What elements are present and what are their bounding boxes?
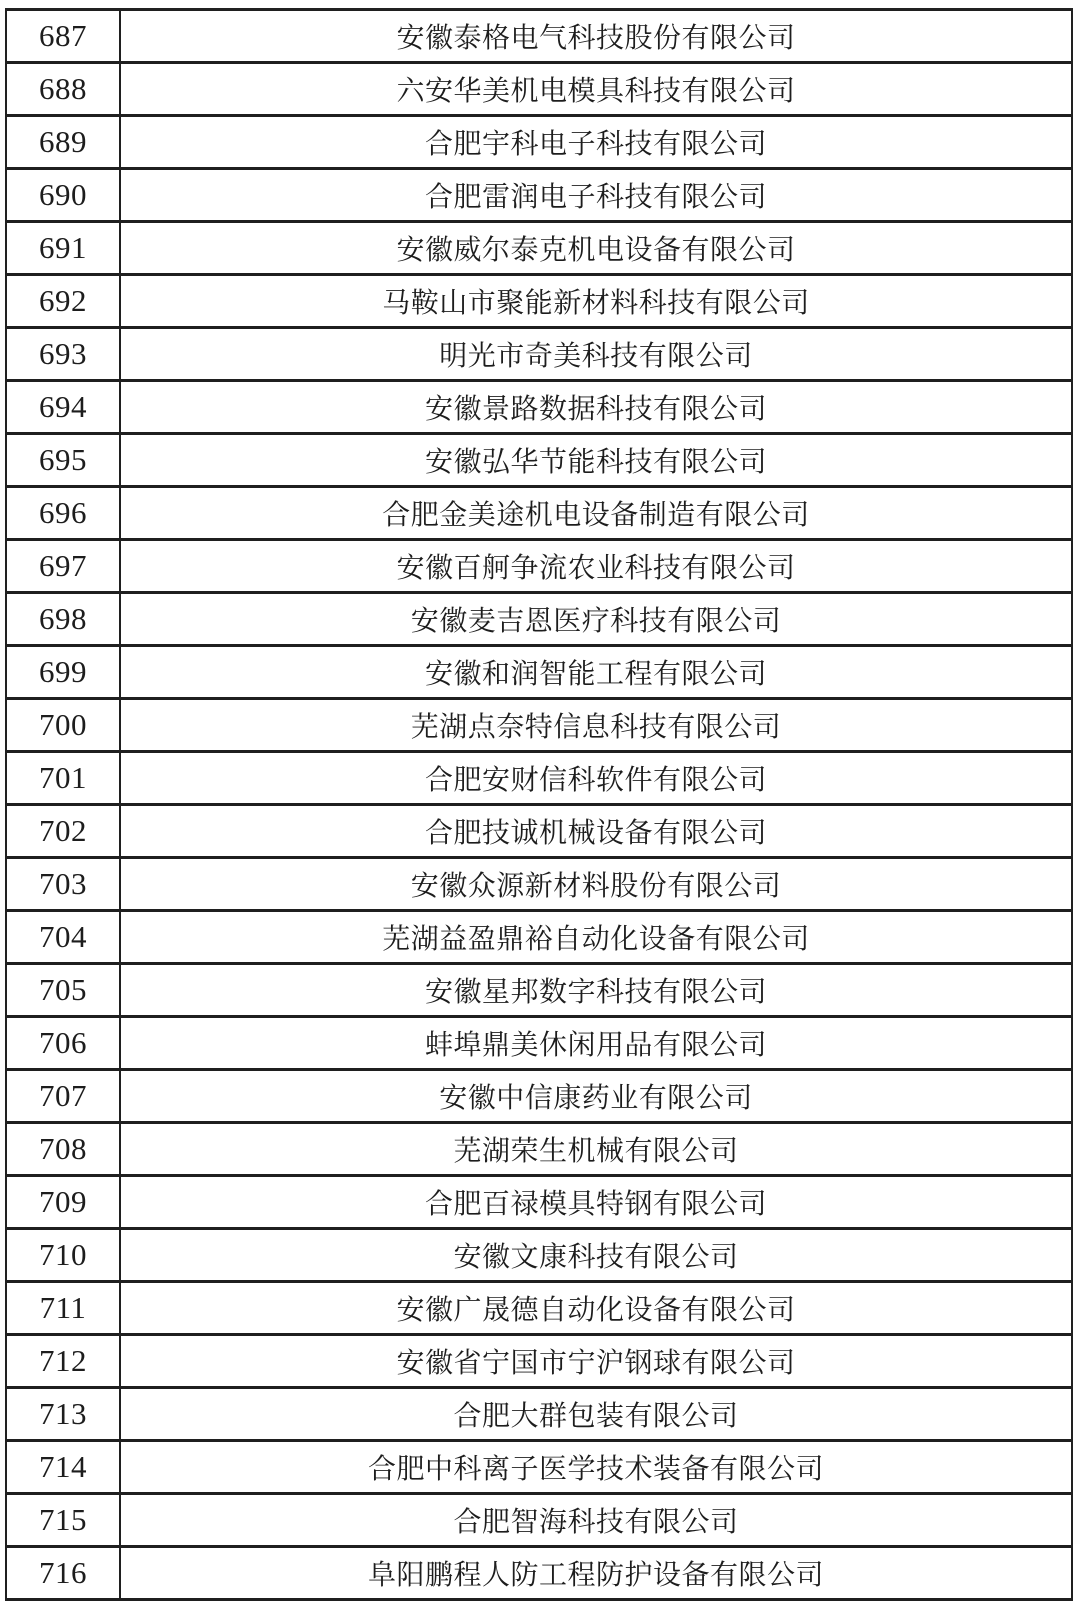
table-row (6, 1547, 1072, 1600)
company-name-cell: 合肥大群包装有限公司 (120, 1388, 1072, 1441)
row-index-cell: 710 (6, 1229, 120, 1282)
company-name-cell: 安徽文康科技有限公司 (120, 1229, 1072, 1282)
row-index-cell: 703 (6, 858, 120, 911)
company-name-cell: 安徽景路数据科技有限公司 (120, 381, 1072, 434)
table-row (6, 1441, 1072, 1494)
row-index-cell: 712 (6, 1335, 120, 1388)
company-name-cell: 安徽广晟德自动化设备有限公司 (120, 1282, 1072, 1335)
table-row (6, 646, 1072, 699)
company-name-cell: 安徽百舸争流农业科技有限公司 (120, 540, 1072, 593)
row-index-cell: 711 (6, 1282, 120, 1335)
table-row (6, 434, 1072, 487)
row-index-cell: 692 (6, 275, 120, 328)
row-index-cell: 699 (6, 646, 120, 699)
company-name-cell: 合肥百禄模具特钢有限公司 (120, 1176, 1072, 1229)
table-row (6, 10, 1072, 63)
company-name-cell: 安徽省宁国市宁沪钢球有限公司 (120, 1335, 1072, 1388)
row-index-cell: 690 (6, 169, 120, 222)
company-name-cell: 马鞍山市聚能新材料科技有限公司 (120, 275, 1072, 328)
company-name-cell: 安徽泰格电气科技股份有限公司 (120, 10, 1072, 63)
company-name-cell: 安徽威尔泰克机电设备有限公司 (120, 222, 1072, 275)
row-index-cell: 714 (6, 1441, 120, 1494)
table-row (6, 540, 1072, 593)
row-index-cell: 705 (6, 964, 120, 1017)
company-name-cell: 蚌埠鼎美休闲用品有限公司 (120, 1017, 1072, 1070)
row-index-cell: 713 (6, 1388, 120, 1441)
company-name-cell: 芜湖荣生机械有限公司 (120, 1123, 1072, 1176)
company-name-cell: 安徽和润智能工程有限公司 (120, 646, 1072, 699)
row-index-cell: 709 (6, 1176, 120, 1229)
company-table-body (6, 10, 1072, 1600)
company-name-cell: 六安华美机电模具科技有限公司 (120, 63, 1072, 116)
row-index-cell: 691 (6, 222, 120, 275)
row-index-cell: 688 (6, 63, 120, 116)
company-name-cell: 安徽中信康药业有限公司 (120, 1070, 1072, 1123)
table-row (6, 116, 1072, 169)
company-name-cell: 合肥雷润电子科技有限公司 (120, 169, 1072, 222)
company-name-cell: 合肥中科离子医学技术装备有限公司 (120, 1441, 1072, 1494)
row-index-cell: 700 (6, 699, 120, 752)
table-row (6, 752, 1072, 805)
table-row (6, 328, 1072, 381)
table-row (6, 1388, 1072, 1441)
company-name-cell: 安徽麦吉恩医疗科技有限公司 (120, 593, 1072, 646)
table-row (6, 1335, 1072, 1388)
table-row (6, 1176, 1072, 1229)
table-row (6, 1282, 1072, 1335)
table-row (6, 1494, 1072, 1547)
company-table (5, 8, 1073, 1601)
row-index-cell: 694 (6, 381, 120, 434)
table-row (6, 1123, 1072, 1176)
row-index-cell: 701 (6, 752, 120, 805)
table-row (6, 858, 1072, 911)
row-index-cell: 689 (6, 116, 120, 169)
row-index-cell: 702 (6, 805, 120, 858)
table-row (6, 1017, 1072, 1070)
table-row (6, 1070, 1072, 1123)
table-row (6, 805, 1072, 858)
row-index-cell: 715 (6, 1494, 120, 1547)
table-row (6, 1229, 1072, 1282)
row-index-cell: 687 (6, 10, 120, 63)
row-index-cell: 698 (6, 593, 120, 646)
table-row (6, 275, 1072, 328)
table-row (6, 63, 1072, 116)
table-row (6, 381, 1072, 434)
table-row (6, 169, 1072, 222)
company-name-cell: 芜湖益盈鼎裕自动化设备有限公司 (120, 911, 1072, 964)
row-index-cell: 704 (6, 911, 120, 964)
row-index-cell: 697 (6, 540, 120, 593)
row-index-cell: 708 (6, 1123, 120, 1176)
company-name-cell: 安徽众源新材料股份有限公司 (120, 858, 1072, 911)
row-index-cell: 693 (6, 328, 120, 381)
row-index-cell: 707 (6, 1070, 120, 1123)
table-row (6, 964, 1072, 1017)
company-name-cell: 合肥技诚机械设备有限公司 (120, 805, 1072, 858)
company-name-cell: 合肥智海科技有限公司 (120, 1494, 1072, 1547)
table-row (6, 911, 1072, 964)
company-name-cell: 合肥金美途机电设备制造有限公司 (120, 487, 1072, 540)
row-index-cell: 696 (6, 487, 120, 540)
company-name-cell: 明光市奇美科技有限公司 (120, 328, 1072, 381)
company-name-cell: 合肥安财信科软件有限公司 (120, 752, 1072, 805)
company-name-cell: 安徽弘华节能科技有限公司 (120, 434, 1072, 487)
company-name-cell: 芜湖点奈特信息科技有限公司 (120, 699, 1072, 752)
row-index-cell: 695 (6, 434, 120, 487)
company-name-cell: 阜阳鹏程人防工程防护设备有限公司 (120, 1547, 1072, 1600)
table-row (6, 699, 1072, 752)
row-index-cell: 706 (6, 1017, 120, 1070)
table-row (6, 222, 1072, 275)
table-row (6, 487, 1072, 540)
company-name-cell: 安徽星邦数字科技有限公司 (120, 964, 1072, 1017)
row-index-cell: 716 (6, 1547, 120, 1600)
company-name-cell: 合肥宇科电子科技有限公司 (120, 116, 1072, 169)
table-row (6, 593, 1072, 646)
